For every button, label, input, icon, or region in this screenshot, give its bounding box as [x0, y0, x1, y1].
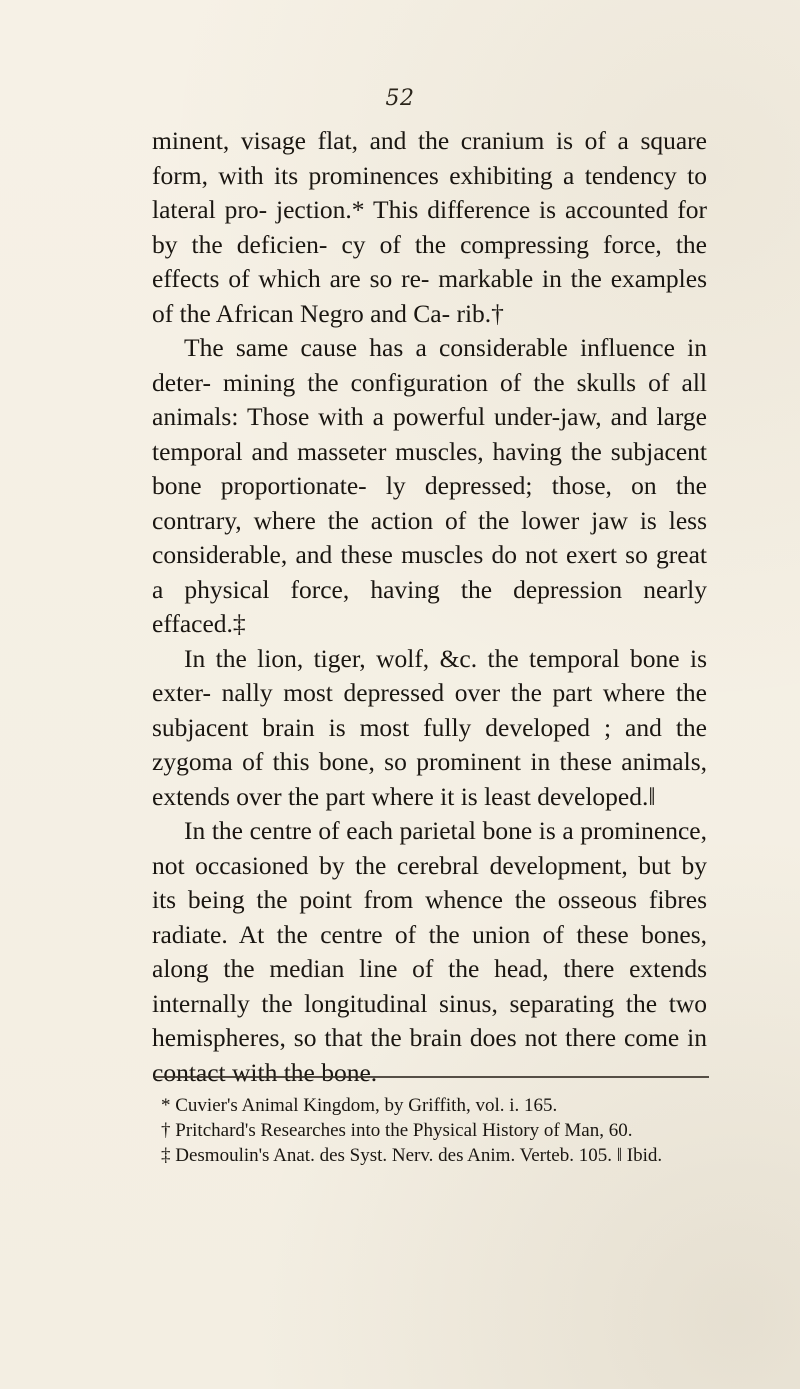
footnote-1: * Cuvier's Animal Kingdom, by Griffith, vol. i. 165. [161, 1095, 558, 1116]
footnotes [161, 1093, 705, 1168]
paragraph-1: minent, visage flat, and the cranium is of a square form, with its prominences exhibiting a tendency to lateral pro- jection.* This difference is accounted for by the deficien- cy of the compressing force, the effects of which are so re- markable in the examples of the African Negro and Ca- rib.† [152, 126, 707, 328]
paragraph-3: In the lion, tiger, wolf, &c. the temporal bone is exter- nally most depressed over the part where the subjacent brain is most fully developed ; and the zygoma of this bone, so prominent in these animals, extends over the part where it is least developed.‖ [152, 643, 707, 811]
footnote-2: † Pritchard's Researches into the Physical History of Man, 60. [161, 1120, 633, 1141]
footnote-3: ‡ Desmoulin's Anat. des Syst. Nerv. des Anim. Verteb. 105. ‖ Ibid. [161, 1145, 663, 1166]
page-number: 52 [385, 86, 415, 111]
body-text [152, 124, 707, 1090]
footnote-divider [154, 1076, 709, 1078]
paragraph-2: The same cause has a considerable influence in deter- mining the configuration of the skulls of all animals: Those with a powerful under-jaw, and large temporal and masseter muscles, having the subjacent bone proportionate- ly depressed; those, on the contrary, where the action of the lower jaw is less considerable, and these muscles do not exert so great a physical force, having the depression nearly effaced.‡ [152, 333, 707, 638]
paragraph-4: In the centre of each parietal bone is a prominence, not occasioned by the cerebral development, but by its being the point from whence the osseous fibres radiate. At the centre of the union of these bones, along the median line of the head, there extends internally the longitudinal sinus, separating the two hemispheres, so that the brain does not there come in contact with the bone. [152, 816, 707, 1087]
